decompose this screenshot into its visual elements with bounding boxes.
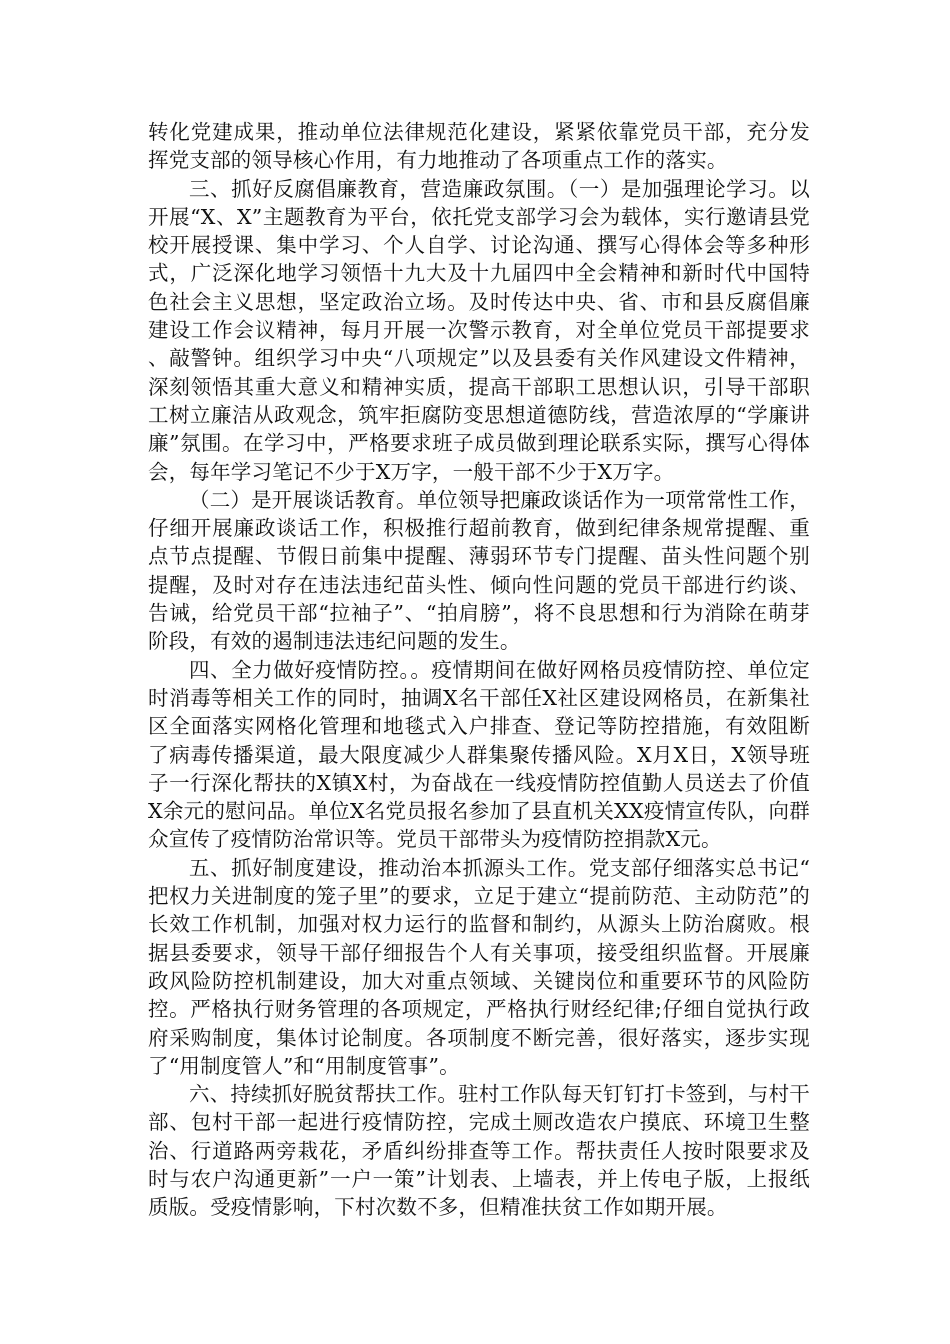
paragraph-continuation: 转化党建成果，推动单位法律规范化建设，紧紧依靠党员干部，充分发挥党支部的领导核心作用，有力地推动了各项重点工作的落实。 [148,120,810,173]
paragraph-system-building: 五、抓好制度建设，推动治本抓源头工作。党支部仔细落实总书记“把权力关进制度的笼子里”的要求，立足于建立“提前防范、主动防范”的长效工作机制，加强对权力运行的监督和制约，从源头上防治腐败。根据县委要求，领导干部仔细报告个人有关事项，接受组织监督。开展廉政风险防控机制建设，加大对重点领域、关键岗位和重要环节的风险防控。严格执行财务管理的各项规定，严格执行财经纪律;仔细自觉执行政府采购制度，集体讨论制度。各项制度不断完善，很好落实，逐步实现了“用制度管人”和“用制度管事”。 [148,855,810,1078]
paragraph-anti-corruption-education: 三、抓好反腐倡廉教育，营造廉政氛围。（一）是加强理论学习。以开展“X、X”主题教育为平台，依托党支部学习会为载体，实行邀请县党校开展授课、集中学习、个人自学、讨论沟通、撰写心得体会等多种形式，广泛深化地学习领悟十九大及十九届四中全会精神和新时代中国特色社会主义思想，坚定政治立场。及时传达中央、省、市和县反腐倡廉建设工作会议精神，每月开展一次警示教育，对全单位党员干部提要求、敲警钟。组织学习中央“八项规定”以及县委有关作风建设文件精神，深刻领悟其重大意义和精神实质，提高干部职工思想认识，引导干部职工树立廉洁从政观念，筑牢拒腐防变思想道德防线，营造浓厚的“学廉讲廉”氛围。在学习中，严格要求班子成员做到理论联系实际，撰写心得体会，每年学习笔记不少于X万字，一般干部不少于X万字。 [148,176,810,484]
paragraph-poverty-alleviation: 六、持续抓好脱贫帮扶工作。驻村工作队每天钉钉打卡签到，与村干部、包村干部一起进行疫情防控，完成土厕改造农户摸底、环境卫生整治、行道路两旁栽花，矛盾纠纷排查等工作。帮扶责任人按时限要求及时与农户沟通更新”一户一策”计划表、上墙表，并上传电子版，上报纸质版。受疫情影响，下村次数不多，但精准扶贫工作如期开展。 [148,1082,810,1220]
paragraph-epidemic-control: 四、全力做好疫情防控。。疫情期间在做好网格员疫情防控、单位定时消毒等相关工作的同时，抽调X名干部任X社区建设网格员，在新集社区全面落实网格化管理和地毯式入户排查、登记等防控措施，有效阻断了病毒传播渠道，最大限度减少人群集聚传播风险。X月X日，X领导班子一行深化帮扶的X镇X村，为奋战在一线疫情防控值勤人员送去了价值X余元的慰问品。单位X名党员报名参加了县直机关XX疫情宣传队，向群众宣传了疫情防治常识等。党员干部带头为疫情防控捐款X元。 [148,657,810,852]
document-body [148,118,810,1222]
paragraph-talk-education: （二）是开展谈话教育。单位领导把廉政谈话作为一项常常性工作，仔细开展廉政谈话工作，积极推行超前教育，做到纪律条规常提醒、重点节点提醒、节假日前集中提醒、薄弱环节专门提醒、苗头性问题个别提醒，及时对存在违法违纪苗头性、倾向性问题的党员干部进行约谈、告诫，给党员干部“拉袖子”、“拍肩膀”，将不良思想和行为消除在萌芽阶段，有效的遏制违法违纪问题的发生。 [148,487,810,654]
